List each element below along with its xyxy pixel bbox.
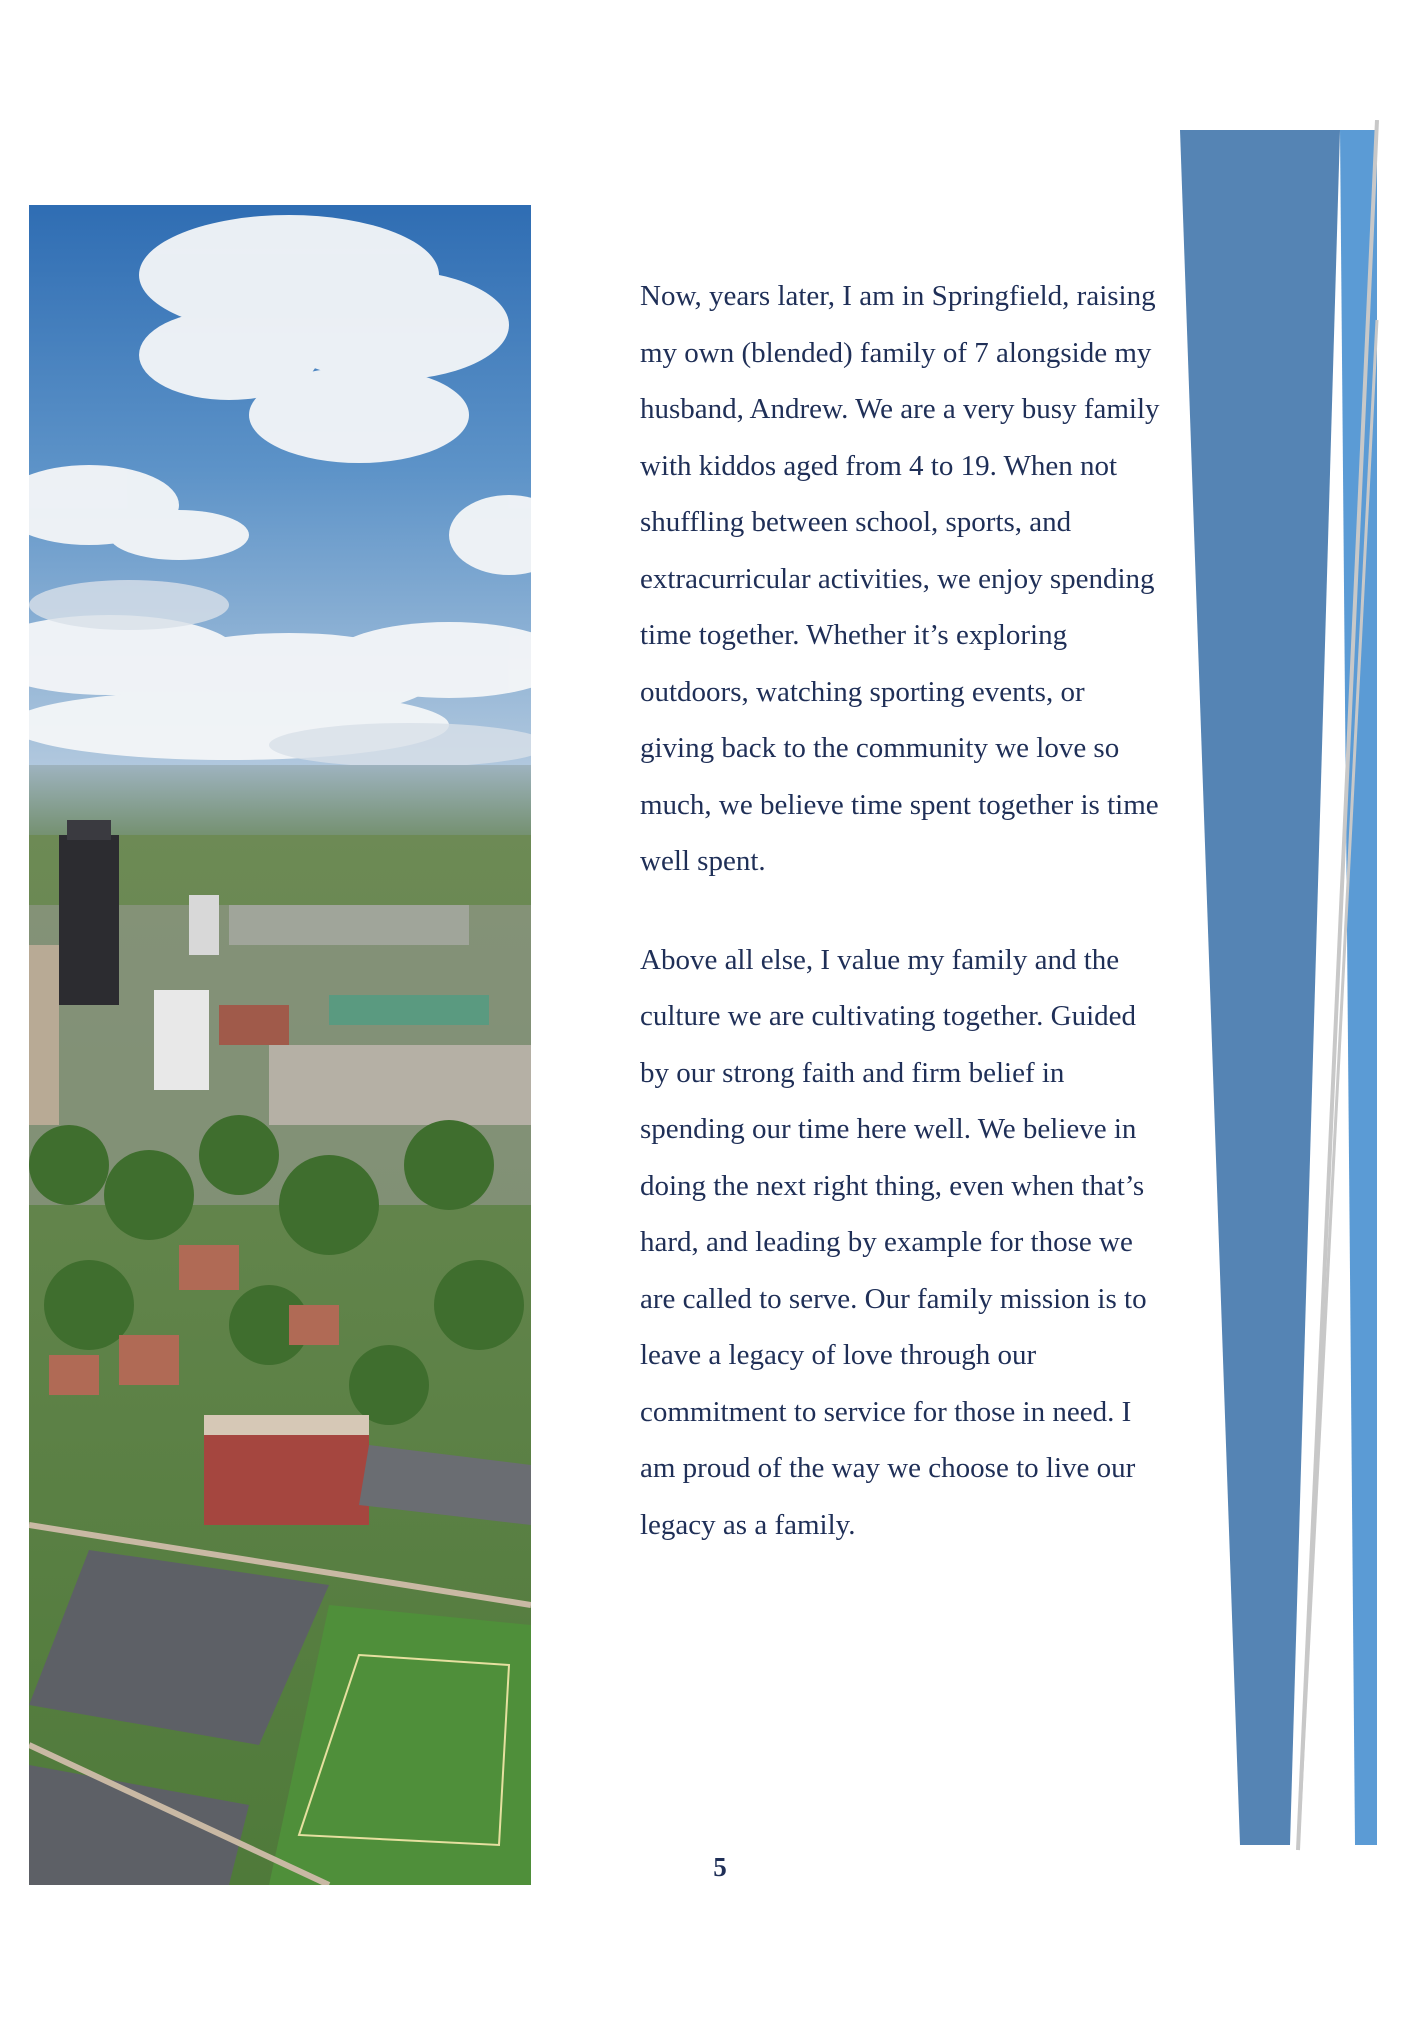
paragraph: Now, years later, I am in Springfield, raising my own (blended) family of 7 alongside my husband, Andrew. We are a very busy family with kiddos aged from 4 to 19. When not shuffling between school, sports, and extracurricular activities, we enjoy spending time together. Whether it’s exploring outdoors, watching sporting events, or giving back to the community we love so much, we believe time spent together is time well spent. xyxy=(640,280,1160,877)
body-text xyxy=(640,268,1160,1553)
blue-triangle-decoration-icon xyxy=(1180,120,1428,1900)
paragraph: Above all else, I value my family and the culture we are cultivating together. Guided by our strong faith and firm belief in spending our time here well. We believe in doing the next right thing, even when that’s hard, and leading by example for those we are called to serve. Our family mission is to leave a legacy of love through our commitment to service for those in need. I am proud of the way we choose to live our legacy as a family. xyxy=(640,943,1147,1541)
page-number: 5 xyxy=(713,1852,727,1882)
aerial-city-photo xyxy=(29,205,531,1885)
